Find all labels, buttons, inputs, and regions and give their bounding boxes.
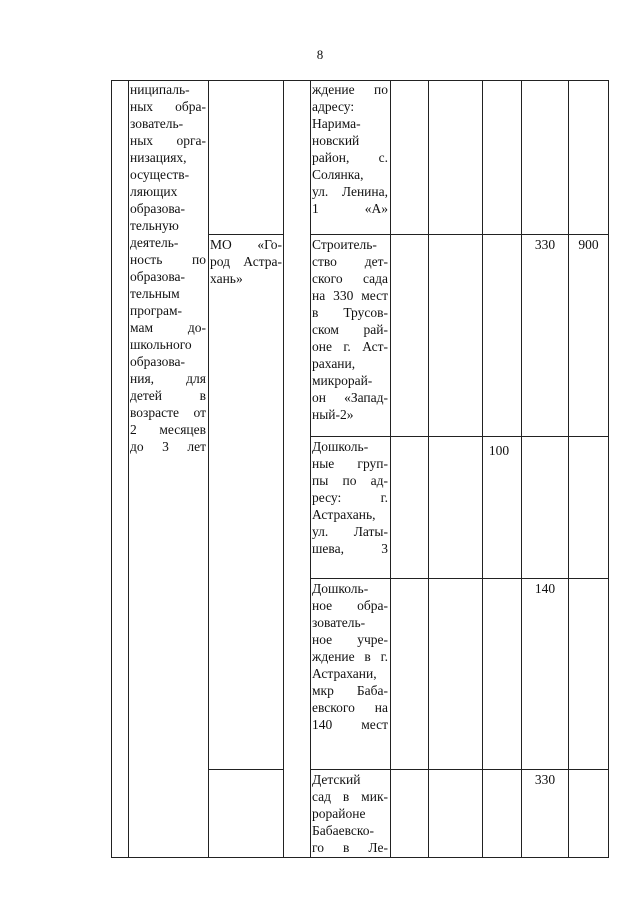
table-border (111, 80, 112, 858)
text-line: Нарима- (312, 116, 361, 131)
text-line: зователь- (130, 116, 184, 131)
text-line: образова- (130, 354, 186, 369)
text-line: Астрахань, (312, 507, 376, 522)
text-line: ниципаль- (130, 82, 190, 97)
table-border (608, 80, 609, 858)
text-line: сад в мик- (312, 789, 388, 804)
text-line: ных обра- (130, 99, 206, 114)
text-line: Детский (312, 772, 361, 787)
text-line: ное учре- (312, 632, 388, 647)
text-line: Дошколь- (312, 581, 369, 596)
text-line: ных орга- (130, 133, 206, 148)
text-line: ляющих (130, 184, 178, 199)
row-divider (310, 234, 608, 235)
text-line: тельную (130, 218, 179, 233)
text-line: низациях, (130, 150, 187, 165)
text-line: район, с. (312, 150, 388, 165)
text-line: на 330 мест (312, 288, 388, 303)
text-line: ждение по (312, 82, 388, 97)
text-line: ные груп- (312, 456, 388, 471)
value-cell: 330 (534, 237, 556, 252)
text-line: детей в (130, 388, 206, 403)
text-line: Строитель- (312, 237, 377, 252)
table-border (568, 80, 569, 858)
text-line: новский (312, 133, 360, 148)
table-border (208, 80, 209, 858)
text-line: в Трусов- (312, 305, 388, 320)
text-line: деятель- (130, 235, 179, 250)
text-line: образова- (130, 201, 186, 216)
text-line: 2 месяцев (130, 422, 206, 437)
text-line: рахани, (312, 356, 356, 371)
category-cell (130, 81, 206, 455)
text-line: род Астра- (210, 254, 282, 269)
object-cell (312, 580, 388, 733)
text-line: тельным (130, 286, 180, 301)
text-line: до 3 лет (130, 439, 206, 454)
text-line: ул. Ленина, (312, 184, 388, 199)
table-border (482, 80, 483, 858)
text-line: 140 мест (312, 717, 388, 732)
text-line: мкр Баба- (312, 683, 388, 698)
text-line: Дошколь- (312, 439, 369, 454)
text-line: ского сада (312, 271, 388, 286)
table-border (390, 80, 391, 858)
table-border (128, 80, 129, 858)
text-line: он «Запад- (312, 390, 388, 405)
text-line: микрорай- (312, 373, 373, 388)
row-divider (310, 436, 608, 437)
object-cell (312, 236, 388, 423)
text-line: ресу: г. (312, 490, 388, 505)
text-line: ное обра- (312, 598, 388, 613)
text-line: шева, 3 (312, 541, 388, 556)
text-line: образова- (130, 269, 186, 284)
row-divider (310, 578, 608, 579)
text-line: адресу: (312, 99, 355, 114)
text-line: 1 «А» (312, 201, 388, 216)
text-line: Солянка, (312, 167, 364, 182)
row-divider (310, 769, 608, 770)
text-line: ждение в г. (312, 649, 388, 664)
text-line: МО «Го- (210, 237, 282, 252)
text-line: евского на (312, 700, 388, 715)
text-line: хань» (210, 271, 243, 286)
text-line: мам до- (130, 320, 206, 335)
value-cell: 140 (534, 581, 556, 596)
row-divider (208, 234, 283, 235)
text-line: возрасте от (130, 405, 206, 420)
table-border (310, 80, 311, 858)
object-cell (312, 438, 388, 557)
text-line: го в Ле- (312, 840, 388, 855)
text-line: Астрахани, (312, 666, 377, 681)
text-line: ство дет- (312, 254, 388, 269)
object-cell (312, 81, 388, 217)
text-line: пы по ад- (312, 473, 388, 488)
text-line: ность по (130, 252, 206, 267)
text-line: зователь- (312, 615, 366, 630)
text-line: Бабаевско- (312, 823, 375, 838)
value-cell: 900 (578, 237, 599, 252)
text-line: програм- (130, 303, 183, 318)
text-line: ском рай- (312, 322, 388, 337)
value-cell: 330 (534, 772, 556, 787)
table-border (111, 857, 608, 858)
text-line: осуществ- (130, 167, 190, 182)
row-divider (208, 769, 283, 770)
text-line: оне г. Аст- (312, 339, 388, 354)
page-number: 8 (316, 47, 324, 62)
text-line: рорайоне (312, 806, 366, 821)
object-cell (312, 771, 388, 856)
municipality-cell (210, 236, 282, 287)
text-line: школьного (130, 337, 192, 352)
text-line: ный-2» (312, 407, 354, 422)
table-border (283, 80, 284, 858)
value-cell: 100 (488, 443, 510, 458)
text-line: ния, для (130, 371, 206, 386)
table-border (428, 80, 429, 858)
table-border (521, 80, 522, 858)
text-line: ул. Латы- (312, 524, 388, 539)
